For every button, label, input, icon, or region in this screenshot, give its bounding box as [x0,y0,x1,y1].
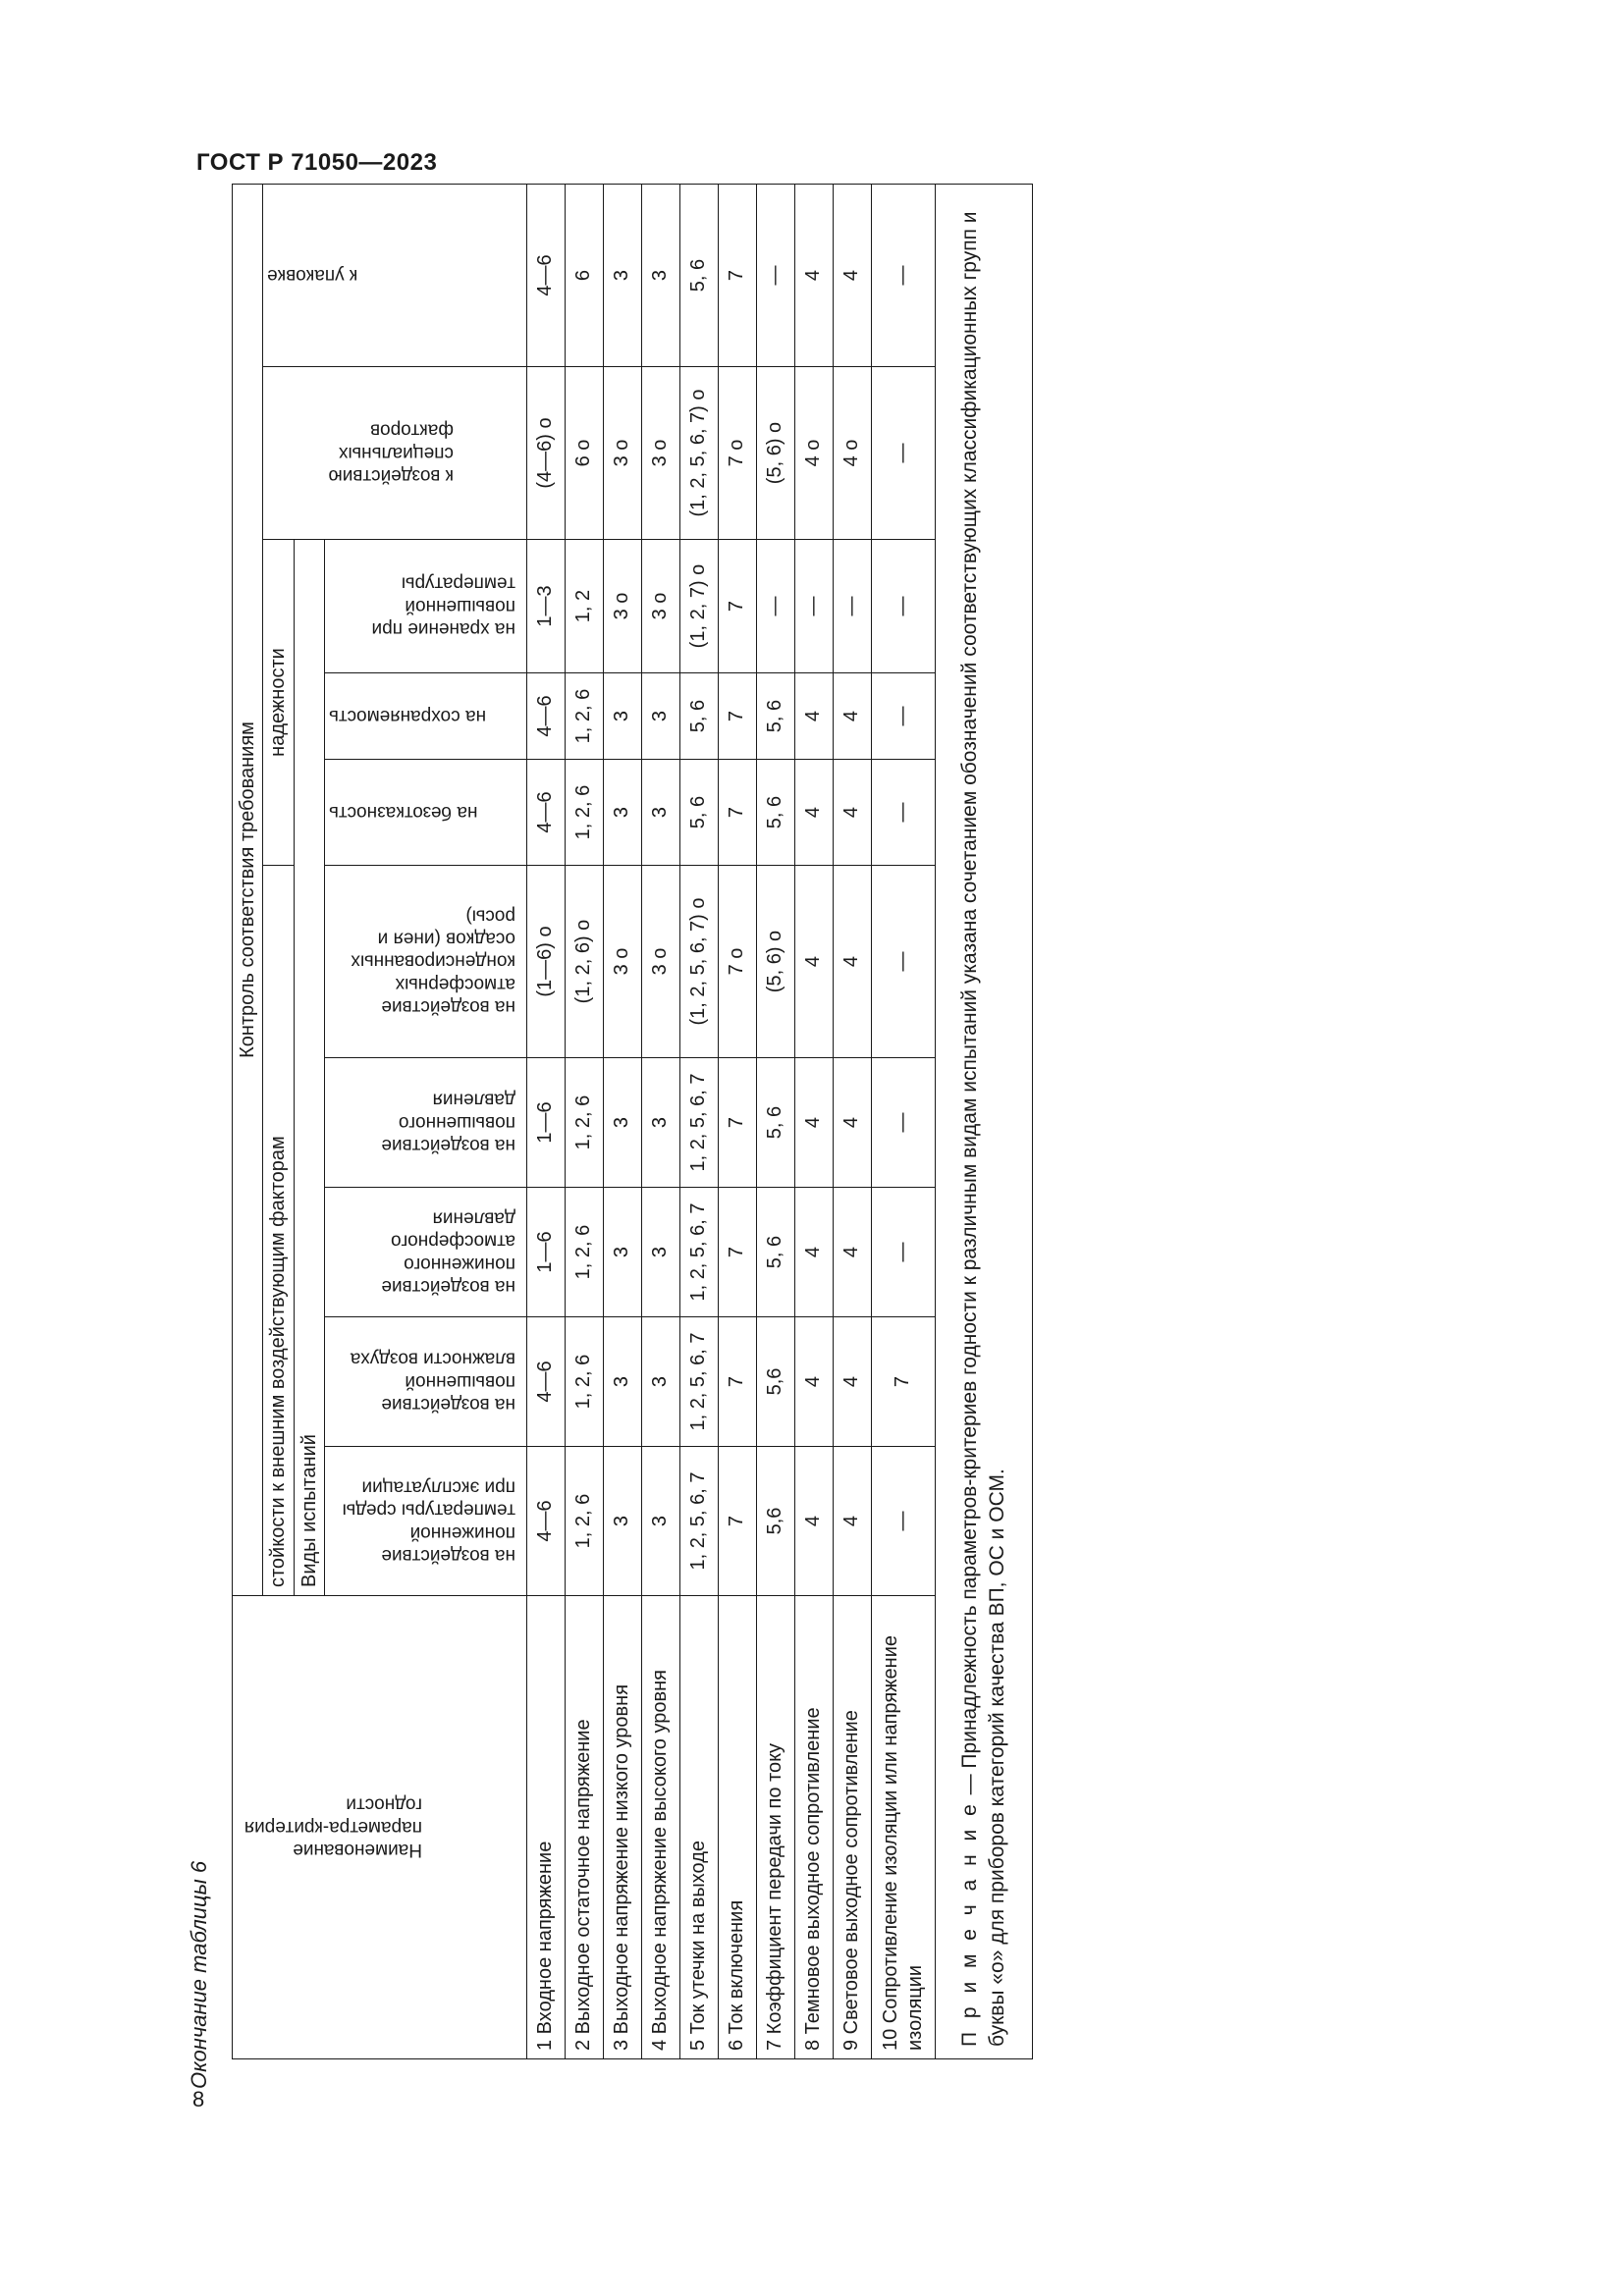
table-caption: Окончание таблицы 6 [187,1860,211,2089]
param-name-cell: 5 Ток утечки на выходе [679,1596,718,2059]
value-cell: 4 [833,866,871,1058]
value-cell: 4 [794,673,833,760]
value-cell: 3 [603,1317,641,1447]
value-cell: 4 [833,760,871,866]
value-cell: — [756,185,794,367]
value-cell: (1, 2, 6) о [565,866,603,1058]
param-name-cell: 9 Световое выходное сопротивление [833,1596,871,2059]
value-cell: 3 о [603,866,641,1058]
value-cell: 1, 2, 5, 6, 7 [679,1188,718,1317]
param-name-header: Наименование параметра-критерия годности [233,1596,527,2059]
ext-col-high-pressure: на воздействие повышенного давления [325,1058,526,1188]
control-header: Контроль соответствия требованиям [233,185,263,1596]
value-cell: 1, 2, 6 [565,1058,603,1188]
value-cell: 3 [641,1317,679,1447]
table-row [756,185,794,2059]
value-cell: — [871,1447,935,1596]
value-cell: — [833,540,871,673]
value-cell: 4—6 [526,1317,565,1447]
value-cell: 4 о [833,367,871,540]
rel-col-failure-free: на безотказность [325,760,526,866]
value-cell: 6 о [565,367,603,540]
value-cell: — [871,760,935,866]
rotated-table-sheet [187,185,1305,2089]
value-cell: 7 о [718,367,756,540]
value-cell: 1, 2 [565,540,603,673]
value-cell: 1—6 [526,1188,565,1317]
value-cell: 3 [641,185,679,367]
value-cell: 3 о [603,540,641,673]
reliability-header: надежности [263,540,294,866]
value-cell: 1, 2, 6 [565,1447,603,1596]
value-cell: 3 о [641,367,679,540]
value-cell: — [756,540,794,673]
table-row [794,185,833,2059]
rel-col-storability: на сохраняемость [325,673,526,760]
value-cell: 4—6 [526,185,565,367]
value-cell: 3 [641,1447,679,1596]
value-cell: (1, 2, 5, 6, 7) о [679,367,718,540]
note-label: П р и м е ч а н и е [958,1800,982,2047]
value-cell: 5, 6 [756,1058,794,1188]
param-name-cell: 10 Сопротивление изоляции или напряжение изоляции [871,1596,935,2059]
page-number: 8 [192,2087,205,2111]
value-cell: 4 [794,1317,833,1447]
param-name-cell: 8 Темновое выходное сопротивление [794,1596,833,2059]
value-cell: — [871,540,935,673]
value-cell: 3 [641,1058,679,1188]
param-name-cell: 6 Ток включения [718,1596,756,2059]
value-cell: (1, 2, 7) о [679,540,718,673]
value-cell: 3 [603,1188,641,1317]
value-cell: 7 [718,185,756,367]
value-cell: 3 о [603,367,641,540]
value-cell: 4 [794,1447,833,1596]
value-cell: 1—3 [526,540,565,673]
param-name-cell: 2 Выходное остаточное напряжение [565,1596,603,2059]
value-cell: 3 о [641,540,679,673]
value-cell: 7 [718,673,756,760]
ext-col-humidity: на воздействие повышенной влажности воздуха [325,1317,526,1447]
param-name-cell: 3 Выходное напряжение низкого уровня [603,1596,641,2059]
table-row [565,185,603,2059]
value-cell: 5, 6 [679,760,718,866]
value-cell: 3 [603,185,641,367]
value-cell: 5, 6 [756,1188,794,1317]
value-cell: 3 [603,760,641,866]
value-cell: — [871,367,935,540]
value-cell: 1, 2, 6 [565,760,603,866]
ext-col-low-temp: на воздействие пониженной температуры среды при эксплуатации [325,1447,526,1596]
value-cell: 3 [603,673,641,760]
table-note [935,185,1032,2059]
value-cell: 4 о [794,367,833,540]
value-cell: (5, 6) о [756,367,794,540]
test-types-header: Виды испытаний [294,540,324,1596]
value-cell: 3 [641,1188,679,1317]
value-cell: 1—6 [526,1058,565,1188]
value-cell: 4 [833,1058,871,1188]
value-cell: 1, 2, 5, 6, 7 [679,1317,718,1447]
value-cell: 4 [833,1317,871,1447]
value-cell: 5, 6 [679,185,718,367]
ext-col-low-pressure: на воздействие пониженного атмосферного давления [325,1188,526,1317]
value-cell: 3 [603,1447,641,1596]
value-cell: 7 [718,1317,756,1447]
value-cell: 4—6 [526,1447,565,1596]
value-cell: 5,6 [756,1317,794,1447]
note-text: — Принадлежность параметров-критериев годности к различным видам испытаний указана сочетанием обозначений соответствующих классификационных групп и буквы «о» для приборов категорий качества ВП, ОС и ОСМ. [958,211,1008,2047]
value-cell: 4 [794,866,833,1058]
value-cell: 1, 2, 6 [565,673,603,760]
value-cell: (1—6) о [526,866,565,1058]
value-cell: — [871,1058,935,1188]
value-cell: 4—6 [526,673,565,760]
value-cell: — [871,673,935,760]
value-cell: 3 о [641,866,679,1058]
table-row [871,185,935,2059]
value-cell: 1, 2, 5, 6, 7 [679,1447,718,1596]
table-row [641,185,679,2059]
value-cell: 7 [718,1188,756,1317]
value-cell: — [871,1188,935,1317]
value-cell: 5, 6 [756,673,794,760]
param-name-cell: 1 Входное напряжение [526,1596,565,2059]
value-cell: 5, 6 [679,673,718,760]
special-factors-header: к воздействию специальных факторов [263,367,526,540]
param-name-cell: 4 Выходное напряжение высокого уровня [641,1596,679,2059]
packaging-header: к упаковке [263,185,526,367]
value-cell: 3 [641,760,679,866]
value-cell: 3 [603,1058,641,1188]
value-cell: 4—6 [526,760,565,866]
value-cell: (1, 2, 5, 6, 7) о [679,866,718,1058]
table-row [718,185,756,2059]
value-cell: 4 [794,760,833,866]
value-cell: — [794,540,833,673]
table-row [526,185,565,2059]
ext-factors-header: стойкости к внешним воздействующим факторам [263,866,294,1596]
value-cell: 4 [794,1058,833,1188]
value-cell: 4 [833,1188,871,1317]
value-cell: 7 [871,1317,935,1447]
value-cell: 4 [833,185,871,367]
value-cell: 7 [718,1058,756,1188]
value-cell: 7 [718,760,756,866]
table-row [603,185,641,2059]
value-cell: — [871,185,935,367]
value-cell: 1, 2, 5, 6, 7 [679,1058,718,1188]
value-cell: 7 о [718,866,756,1058]
value-cell: 7 [718,1447,756,1596]
table-row [833,185,871,2059]
value-cell: 7 [718,540,756,673]
rel-col-high-temp-storage: на хранение при повышенной температуры [325,540,526,673]
criteria-table [232,184,1033,2059]
value-cell: 5, 6 [756,760,794,866]
ext-col-condensation: на воздействие атмосферных конденсированных осадков (инея и росы) [325,866,526,1058]
value-cell: (5, 6) о [756,866,794,1058]
value-cell: 4 [833,1447,871,1596]
value-cell: 4 [794,1188,833,1317]
table-row [679,185,718,2059]
value-cell: 6 [565,185,603,367]
value-cell: 3 [641,673,679,760]
document-header: ГОСТ Р 71050—2023 [196,149,438,176]
value-cell: 4 [794,185,833,367]
value-cell: (4—6) о [526,367,565,540]
param-name-cell: 7 Коэффициент передачи по току [756,1596,794,2059]
value-cell: — [871,866,935,1058]
value-cell: 4 [833,673,871,760]
value-cell: 5,6 [756,1447,794,1596]
value-cell: 1, 2, 6 [565,1317,603,1447]
value-cell: 1, 2, 6 [565,1188,603,1317]
